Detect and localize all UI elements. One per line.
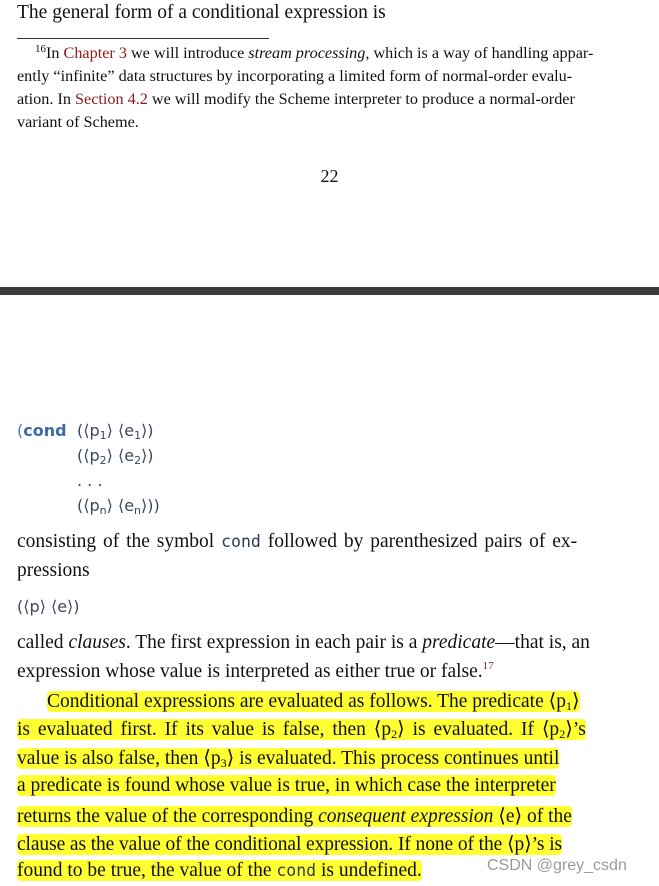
code-subscript: 2 — [134, 454, 142, 467]
clause-form-code: (⟨p⟩ ⟨e⟩) — [17, 597, 80, 616]
code-subscript: n — [99, 504, 107, 517]
page-separator — [0, 287, 659, 295]
footnote-line-1 — [35, 43, 593, 63]
para3-line-1 — [47, 689, 580, 714]
code-text: ⟩ ⟨e — [106, 446, 135, 465]
code-subscript: 2 — [99, 454, 107, 467]
term-clauses: clauses — [68, 632, 126, 653]
code-text: (⟨p — [77, 421, 100, 440]
body-text: ⟩ is evaluated. This process continues until — [226, 748, 560, 769]
code-clause-2 — [77, 446, 154, 467]
highlight — [17, 748, 559, 769]
code-dots: . . . — [77, 471, 103, 490]
footnote-line-3 — [17, 90, 575, 109]
body-text: called — [17, 632, 69, 653]
para1-line-2: pressions — [17, 560, 90, 581]
para3-line-7 — [17, 860, 422, 882]
body-text: ⟩ is evaluated. If ⟨p — [397, 719, 560, 740]
highlight: clause as the value of the conditional expression. If none of the ⟨p⟩’s is — [17, 834, 562, 855]
highlight — [17, 806, 572, 827]
math-subscript: 2 — [391, 727, 398, 741]
code-text: ⟩ ⟨e — [106, 421, 135, 440]
body-text: value is also false, then ⟨p — [17, 748, 221, 769]
code-text: (⟨p — [77, 496, 100, 515]
body-text: is undefined. — [316, 860, 422, 881]
code-subscript: n — [134, 504, 142, 517]
code-clause-1 — [77, 421, 154, 442]
footnote-text: we will modify the Scheme interpreter to produce a normal-order — [147, 90, 575, 108]
inline-code: cond — [221, 532, 261, 551]
highlight: a predicate is found whose value is true, in which case the interpreter — [17, 775, 556, 796]
code-text: ⟩) — [141, 446, 154, 465]
highlight — [17, 719, 586, 740]
footnote-number: 16 — [35, 43, 46, 55]
chapter-3-link[interactable]: Chapter 3 — [63, 44, 127, 62]
para3-line-6 — [17, 832, 562, 856]
code-keyword-cond: cond — [23, 421, 67, 440]
code-clause-n — [77, 496, 160, 517]
para3-line-2 — [17, 717, 586, 742]
para1-line-1 — [17, 531, 577, 553]
math-subscript: 1 — [565, 699, 572, 713]
inline-code: cond — [276, 861, 317, 880]
para2-line-2 — [17, 660, 494, 683]
code-text: ⟩)) — [141, 496, 160, 515]
body-text: ⟩ — [571, 691, 580, 712]
body-text: —that is, an — [495, 632, 590, 653]
section-4-2-link[interactable]: Section 4.2 — [75, 90, 148, 108]
footnote-rule — [17, 38, 269, 39]
code-subscript: 1 — [134, 429, 142, 442]
code-line-1 — [17, 421, 67, 440]
highlight — [47, 691, 580, 712]
code-paren: ( — [17, 421, 24, 440]
footnote-text: In — [46, 44, 64, 62]
body-text: followed by parenthesized pairs of ex- — [260, 531, 578, 552]
code-subscript: 1 — [99, 429, 107, 442]
watermark: CSDN @grey_csdn — [487, 857, 627, 874]
math-subscript: 2 — [559, 727, 566, 741]
body-text: found to be true, the value of the — [17, 860, 277, 881]
term-predicate: predicate — [422, 632, 496, 653]
term-consequent-expression: consequent expression — [318, 806, 494, 827]
code-text: ⟩) — [141, 421, 154, 440]
code-text: ⟩ ⟨e — [106, 496, 135, 515]
footnote-text: we will introduce — [126, 44, 249, 62]
para3-line-4 — [17, 775, 556, 797]
body-text: consisting of the symbol — [17, 531, 222, 552]
code-text: (⟨p — [77, 446, 100, 465]
para3-line-5 — [17, 804, 572, 828]
footnote-text: , which is a way of handling appar- — [365, 44, 594, 62]
footnote-emphasis: stream processing — [248, 44, 366, 62]
body-text: ⟨e⟩ of the — [493, 806, 572, 827]
para2-line-1 — [17, 632, 590, 654]
page-number: 22 — [320, 166, 339, 186]
footnote-line-4: variant of Scheme. — [17, 113, 139, 131]
footnote-17-link[interactable]: 17 — [482, 660, 494, 672]
para3-line-3 — [17, 746, 559, 771]
top-line: The general form of a conditional expression is — [17, 2, 386, 23]
footnote-text: ation. In — [17, 90, 75, 108]
body-text: expression whose value is interpreted as either true or false. — [17, 661, 483, 682]
math-subscript: 3 — [220, 756, 227, 770]
body-text: ⟩’s — [565, 719, 586, 740]
body-text: . The first expression in each pair is a — [125, 632, 423, 653]
body-text: is evaluated first. If its value is false, then ⟨p — [17, 719, 392, 740]
highlight — [17, 860, 422, 881]
body-text: Conditional expressions are evaluated as follows. The predicate ⟨p — [47, 691, 566, 712]
footnote-line-2: ently “infinite” data structures by incorporating a limited form of normal-order evalu- — [17, 67, 573, 85]
body-text: returns the value of the corresponding — [17, 806, 319, 827]
